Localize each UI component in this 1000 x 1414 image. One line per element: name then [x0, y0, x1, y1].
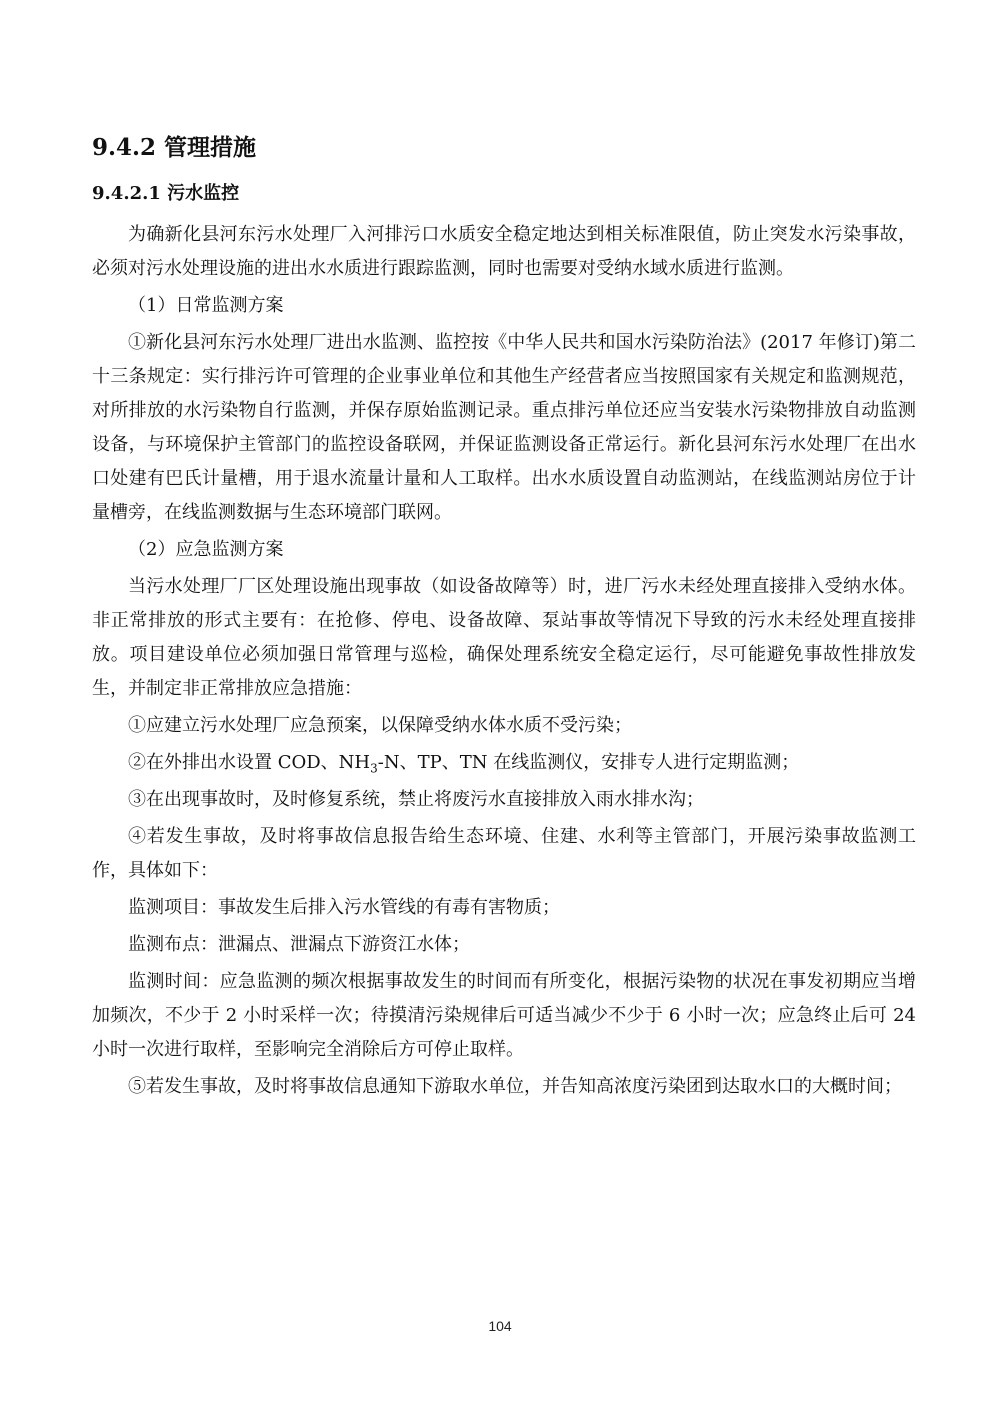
paragraph: ⑤若发生事故，及时将事故信息通知下游取水单位，并告知高浓度污染团到达取水口的大概时间； [128, 1076, 902, 1097]
paragraph: ①新化县河东污水处理厂进出水监测、监控按《中华人民共和国水污染防治法》(2017 年修订)第二十三条规定：实行排污许可管理的企业事业单位和其他生产经营者应当按照国家有关规定和监测规范，对所排放的水污染物自行监测，并保存原始监测记录。重点排污单位还应当安装水污染物排放自动监测设备，与环境保护主管部门的监控设备联网，并保证监测设备正常运行。新化县河东污水处理厂在出水口处建有巴氏计量槽，用于退水流量计量和人工取样。出水水质设置自动监测站，在线监测站房位于计量槽旁，在线监测数据与生态环境部门联网。 [92, 332, 916, 523]
paragraph: 为确新化县河东污水处理厂入河排污口水质安全稳定地达到相关标准限值，防止突发水污染事故，必须对污水处理设施的进出水水质进行跟踪监测，同时也需要对受纳水域水质进行监测。 [92, 224, 916, 279]
paragraph-online-monitor [92, 746, 916, 780]
paragraph: ①应建立污水处理厂应急预案，以保障受纳水体水质不受污染； [128, 715, 632, 736]
page-number: 104 [488, 1318, 512, 1334]
document-body [92, 128, 916, 1107]
paragraph: ③在出现事故时，及时修复系统，禁止将废污水直接排放入雨水排水沟； [128, 789, 704, 810]
subscript: 3 [370, 761, 378, 776]
text-run: -N、TP、TN 在线监测仪，安排专人进行定期监测； [377, 752, 800, 773]
paragraph: 监测时间：应急监测的频次根据事故发生的时间而有所变化，根据污染物的状况在事发初期应当增加频次，不少于 2 小时采样一次；待摸清污染规律后可适当减少不少于 6 小时一次；应急终止后可 24 小时一次进行取样，至影响完全消除后方可停止取样。 [92, 971, 916, 1060]
paragraph: ④若发生事故，及时将事故信息报告给生态环境、住建、水利等主管部门，开展污染事故监测工作，具体如下： [92, 826, 916, 881]
subsection-heading: 9.4.2.1 污水监控 [92, 183, 240, 204]
list-heading-routine-monitoring: （1）日常监测方案 [128, 295, 284, 316]
list-heading-emergency-monitoring: （2）应急监测方案 [128, 539, 284, 560]
paragraph: 监测项目：事故发生后排入污水管线的有毒有害物质； [128, 897, 560, 918]
text-run: ②在外排出水设置 COD、NH [128, 752, 371, 773]
paragraph: 监测布点：泄漏点、泄漏点下游资江水体； [128, 934, 470, 955]
paragraph: 当污水处理厂厂区处理设施出现事故（如设备故障等）时，进厂污水未经处理直接排入受纳水体。非正常排放的形式主要有：在抢修、停电、设备故障、泵站事故等情况下导致的污水未经处理直接排放。项目建设单位必须加强日常管理与巡检，确保处理系统安全稳定运行，尽可能避免事故性排放发生，并制定非正常排放应急措施： [92, 576, 916, 699]
section-heading: 9.4.2 管理措施 [92, 134, 257, 161]
